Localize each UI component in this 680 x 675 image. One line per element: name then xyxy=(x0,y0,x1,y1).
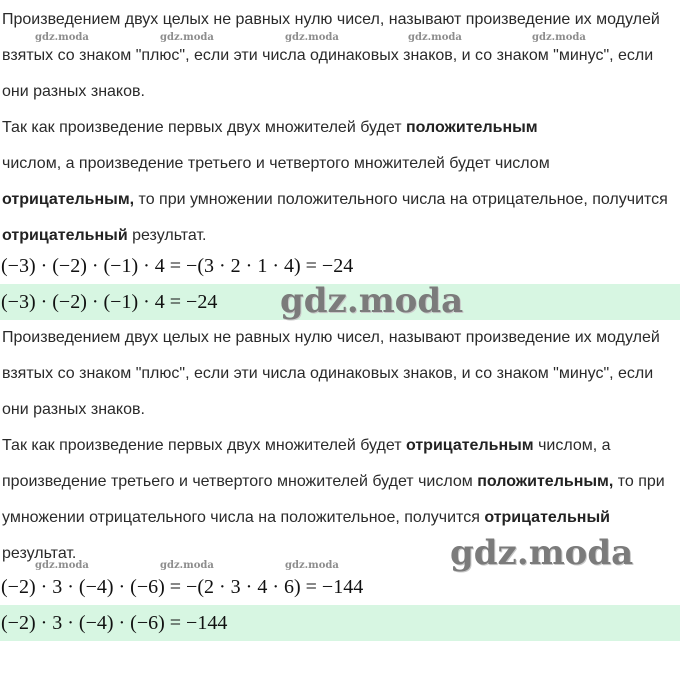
explanation-text: числом, а произведение третьего и четвертого множителей будет числом xyxy=(2,437,611,490)
watermark-large: gdz.moda xyxy=(450,533,634,573)
formula-1: (−3) · (−2) · (−1) · 4 = −(3 · 2 · 1 · 4) = −24 xyxy=(1,255,354,277)
watermark-small: gdz.moda xyxy=(160,560,214,571)
watermark-small: gdz.moda xyxy=(408,32,462,43)
explanation-text: числом, а произведение третьего и четвертого множителей будет числом xyxy=(2,155,550,172)
rule-paragraph-2: Произведением двух целых не равных нулю чисел, называют произведение их модулей взятых со знаком "плюс", если эти числа одинаковых знаков, и со знаком "минус", если они разных знаков. xyxy=(2,329,660,418)
bold-term: отрицательным, xyxy=(2,191,135,208)
watermark-small: gdz.moda xyxy=(285,32,339,43)
explanation-text: результат. xyxy=(2,545,77,562)
explanation-text: то при умножении положительного числа на отрицательное, получится xyxy=(134,191,668,208)
explanation-text: результат. xyxy=(127,227,207,244)
watermark-small: gdz.moda xyxy=(532,32,586,43)
explanation-text: Так как произведение первых двух множителей будет xyxy=(2,437,406,454)
watermark-small: gdz.moda xyxy=(285,560,339,571)
watermark-small: gdz.moda xyxy=(35,560,89,571)
watermark-small: gdz.moda xyxy=(160,32,214,43)
answer-2: (−2) · 3 · (−4) · (−6) = −144 xyxy=(0,605,680,641)
watermark-large: gdz.moda xyxy=(280,281,464,321)
explanation-text: Так как произведение первых двух множителей будет xyxy=(2,119,406,136)
bold-term: отрицательный xyxy=(484,509,610,526)
explanation-text: то при умножении отрицательного числа на положительное, получится xyxy=(2,473,665,526)
explanation-paragraph-1 xyxy=(2,110,680,254)
formula-2: (−2) · 3 · (−4) · (−6) = −(2 · 3 · 4 · 6) = −144 xyxy=(1,576,364,598)
rule-paragraph-1: Произведением двух целых не равных нулю чисел, называют произведение их модулей взятых со знаком "плюс", если эти числа одинаковых знаков, и со знаком "минус", если они разных знаков. xyxy=(2,11,660,100)
answer-1: (−3) · (−2) · (−1) · 4 = −24 xyxy=(0,284,680,320)
bold-term: отрицательным xyxy=(405,437,534,454)
bold-term: положительным, xyxy=(477,473,614,490)
bold-term: отрицательный xyxy=(2,227,128,244)
watermark-small: gdz.moda xyxy=(35,32,89,43)
bold-term: положительным xyxy=(405,119,538,136)
